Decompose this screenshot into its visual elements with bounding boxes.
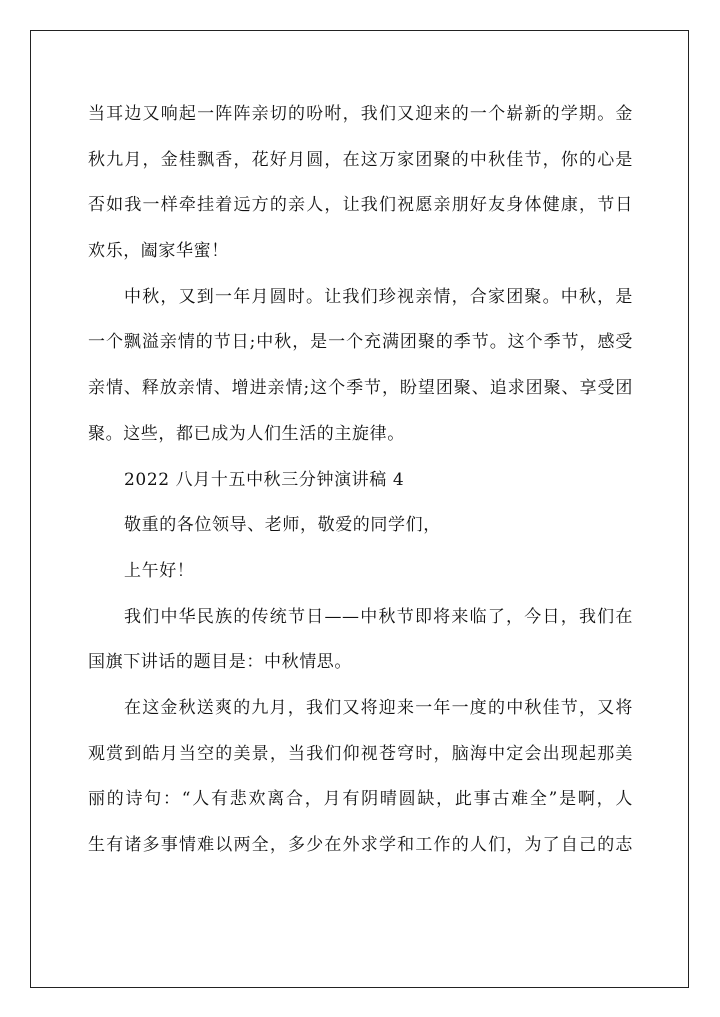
paragraph-3-line-1: 我们中华民族的传统节日——中秋节即将来临了，今日，我们在 bbox=[124, 606, 633, 627]
paragraph-2-line-4: 聚。这些，都已成为人们生活的主旋律。 bbox=[88, 423, 405, 444]
paragraph-1-line-4: 欢乐，阖家华蜜！ bbox=[88, 241, 229, 262]
paragraph-4-line-2: 观赏到皓月当空的美景，当我们仰视苍穹时，脑海中定会出现起那美 bbox=[88, 743, 633, 764]
greeting: 上午好！ bbox=[124, 560, 195, 581]
document-body bbox=[88, 92, 633, 869]
paragraph-2-line-3: 亲情、释放亲情、增进亲情;这个季节，盼望团聚、追求团聚、享受团 bbox=[88, 378, 633, 399]
paragraph-3-line-2: 国旗下讲话的题目是：中秋情思。 bbox=[88, 652, 352, 673]
paragraph-1-line-3: 否如我一样牵挂着远方的亲人，让我们祝愿亲朋好友身体健康，节日 bbox=[88, 195, 633, 216]
paragraph-1-line-1: 当耳边又响起一阵阵亲切的吩咐，我们又迎来的一个崭新的学期。金 bbox=[88, 104, 633, 124]
section-heading: 2022 八月十五中秋三分钟演讲稿 4 bbox=[124, 469, 405, 490]
paragraph-4-line-1: 在这金秋送爽的九月，我们又将迎来一年一度的中秋佳节，又将 bbox=[124, 697, 633, 718]
salutation: 敬重的各位领导、老师，敬爱的同学们， bbox=[124, 515, 441, 536]
paragraph-4-line-3: 丽的诗句：“人有悲欢离合，月有阴晴圆缺，此事古难全”是啊，人 bbox=[88, 789, 633, 810]
paragraph-1-line-2: 秋九月，金桂飘香，花好月圆，在这万家团聚的中秋佳节，你的心是 bbox=[88, 149, 633, 170]
paragraph-2-line-2: 一个飘溢亲情的节日;中秋，是一个充满团聚的季节。这个季节，感受 bbox=[88, 332, 633, 353]
paragraph-2-line-1: 中秋，又到一年月圆时。让我们珍视亲情，合家团聚。中秋，是 bbox=[124, 286, 633, 307]
paragraph-4-line-4: 生有诸多事情难以两全，多少在外求学和工作的人们，为了自己的志 bbox=[88, 835, 633, 855]
